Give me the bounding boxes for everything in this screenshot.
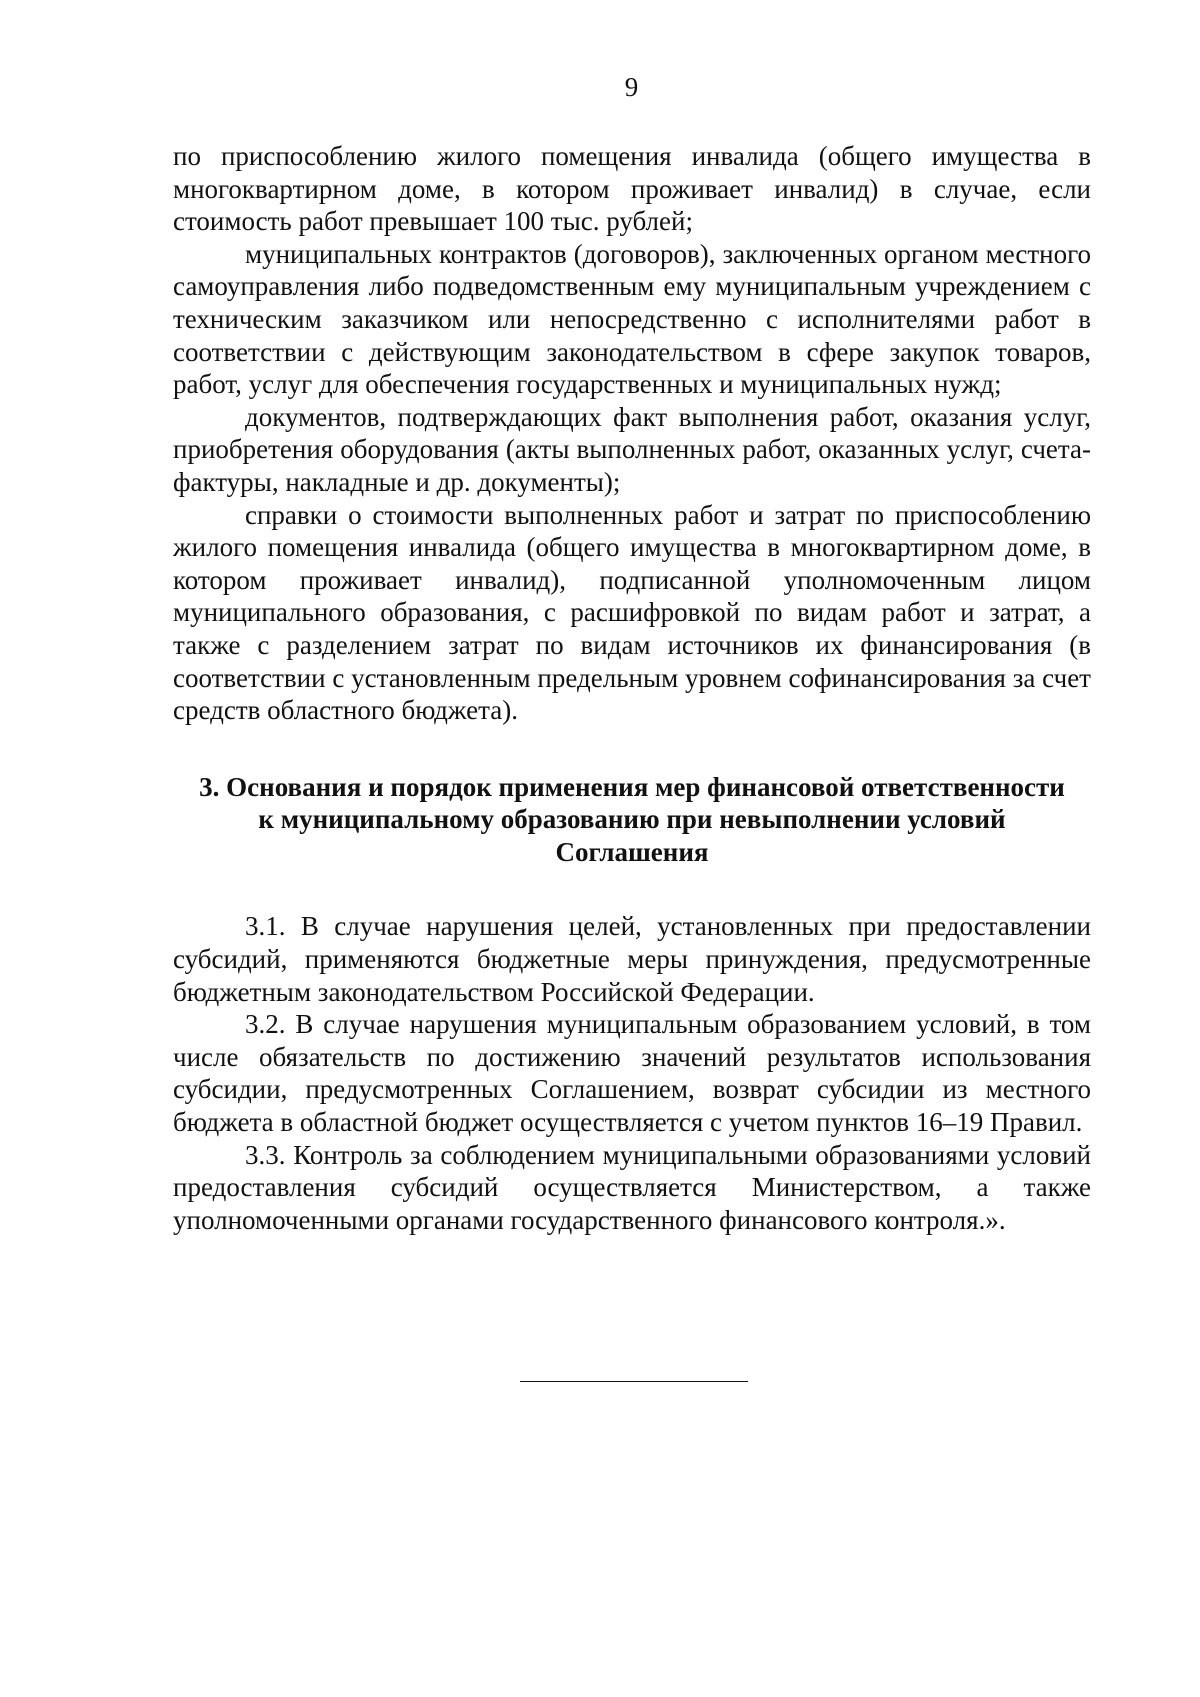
section-title-line: Соглашения xyxy=(555,836,709,867)
paragraph-continuation: по приспособлению жилого помещения инвалида (общего имущества в многоквартирном доме, в котором проживает инвалид) в случае, если стоимость работ превышает 100 тыс. рублей; xyxy=(173,141,1091,237)
closing-divider xyxy=(520,1381,748,1382)
section-title-line: к муниципальному образованию при невыполнении условий xyxy=(258,804,1006,835)
document-body xyxy=(173,140,1091,1236)
clause-3-2: 3.2. В случае нарушения муниципальным образованием условий, в том числе обязательств по достижению значений результатов использования субсидии, предусмотренных Соглашением, возврат субсидии из местного бюджета в областной бюджет осуществляется с учетом пунктов 16–19 Правил. xyxy=(173,1009,1091,1138)
page-number: 9 xyxy=(624,72,639,102)
clause-3-1: 3.1. В случае нарушения целей, установленных при предоставлении субсидий, применяются бюджетные меры принуждения, предусмотренные бюджетным законодательством Российской Федерации. xyxy=(173,911,1091,1007)
section-title xyxy=(173,771,1091,869)
section-title-line: 3. Основания и порядок применения мер финансовой ответственности xyxy=(199,771,1065,802)
clause-3-3: 3.3. Контроль за соблюдением муниципальными образованиями условий предоставления субсидий осуществляется Министерством, а также уполномоченными органами государственного финансового контроля.». xyxy=(173,1139,1091,1235)
paragraph-cost-certificate: справки о стоимости выполненных работ и затрат по приспособлению жилого помещения инвалида (общего имущества в многоквартирном доме, в котором проживает инвалид), подписанной уполномоченным лицом муниципального образования, с расшифровкой по видам работ и затрат, а также с разделением затрат по видам источников их финансирования (в соответствии с установленным предельным уровнем софинансирования за счет средств областного бюджета). xyxy=(173,499,1091,726)
paragraph-contracts: муниципальных контрактов (договоров), заключенных органом местного самоуправления либо подведомственным ему муниципальным учреждением с техническим заказчиком или непосредственно с исполнителями работ в соответствии с действующим законодательством в сфере закупок товаров, работ, услуг для обеспечения государственных и муниципальных нужд; xyxy=(173,238,1091,400)
paragraph-documents: документов, подтверждающих факт выполнения работ, оказания услуг, приобретения оборудования (акты выполненных работ, оказанных услуг, счета-фактуры, накладные и др. документы); xyxy=(173,401,1091,497)
